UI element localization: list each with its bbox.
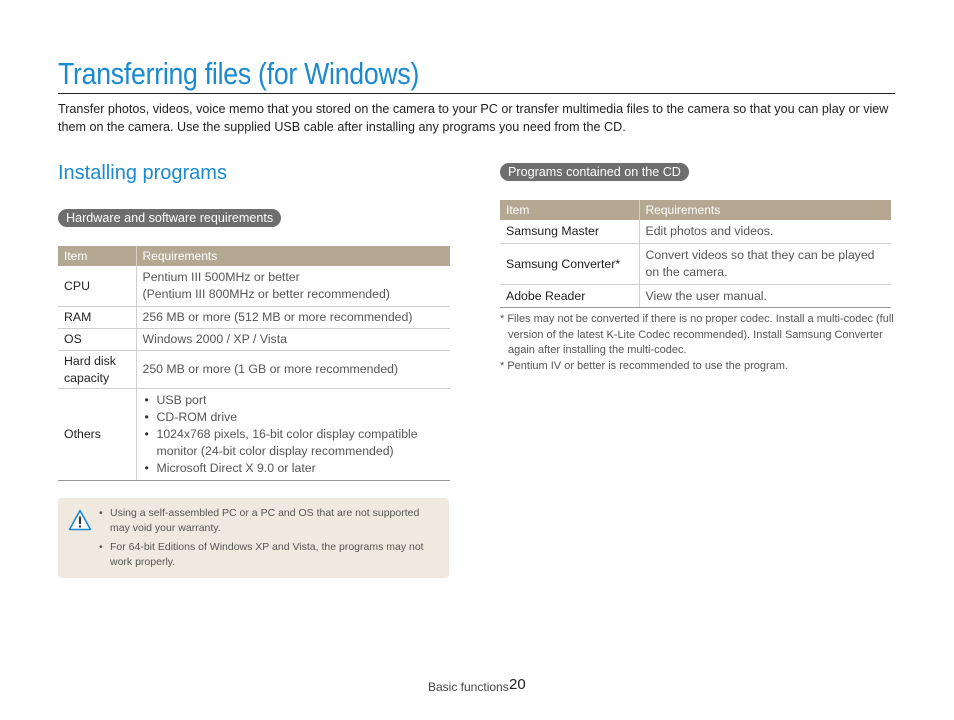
cell-requirements: Windows 2000 / XP / Vista <box>136 329 450 351</box>
table-header-row <box>500 200 891 220</box>
footnote: * Pentium IV or better is recommended to use the program. <box>500 359 788 372</box>
cell-item: RAM <box>58 307 136 329</box>
footnote: * Files may not be converted if there is no proper codec. Install a multi-codec (full version of the latest K-Lite Codec recommended). Install Samsung Converter again after installing the multi-codec. <box>500 313 894 356</box>
cell-item: Adobe Reader <box>500 285 639 308</box>
intro-paragraph: Transfer photos, videos, voice memo that you stored on the camera to your PC or transfer multimedia files to the camera so that you can play or view them on the camera. Use the supplied USB cable after installing any programs you need from the CD. <box>58 102 889 134</box>
warning-callout <box>58 498 449 578</box>
column-header-requirements: Requirements <box>639 200 891 220</box>
page-title: Transferring files (for Windows) <box>58 56 420 91</box>
table-row <box>58 389 450 481</box>
table-row <box>58 329 450 351</box>
cell-item: Others <box>58 389 136 481</box>
cd-programs-label: Programs contained on the CD <box>500 163 689 181</box>
column-header-requirements: Requirements <box>136 246 450 266</box>
cell-item <box>58 351 136 389</box>
section-heading: Installing programs <box>58 162 227 184</box>
item-line: Hard disk <box>64 353 116 368</box>
list-item: • Using a self-assembled PC or a PC and OS that are not supported may void your warranty. <box>98 506 438 536</box>
item-line: capacity <box>64 370 110 385</box>
cell-requirements: Edit photos and videos. <box>639 220 891 244</box>
table-row <box>500 244 891 285</box>
table-row <box>500 220 891 244</box>
table-row <box>58 307 450 329</box>
warning-triangle-icon <box>68 509 92 531</box>
table-row <box>58 266 450 307</box>
cd-footnotes <box>500 312 898 374</box>
hardware-requirements-table <box>58 246 450 481</box>
list-item: • Microsoft Direct X 9.0 or later <box>143 460 445 477</box>
cell-item: OS <box>58 329 136 351</box>
title-divider <box>58 93 895 94</box>
requirements-bullet-list <box>143 392 445 477</box>
cell-item: Samsung Master <box>500 220 639 244</box>
footer-section-label: Basic functions <box>428 680 509 694</box>
warning-list <box>98 506 438 574</box>
table-row <box>58 351 450 389</box>
cd-programs-table <box>500 200 891 308</box>
cell-requirements: 256 MB or more (512 MB or more recommended) <box>136 307 450 329</box>
list-item: • USB port <box>143 392 445 409</box>
cell-requirements: 250 MB or more (1 GB or more recommended) <box>136 351 450 389</box>
page-number: 20 <box>509 676 526 693</box>
list-item: • 1024x768 pixels, 16-bit color display compatible monitor (24-bit color display recommended) <box>143 426 445 460</box>
cell-requirements: Convert videos so that they can be played on the camera. <box>639 244 891 285</box>
cell-requirements <box>136 266 450 307</box>
list-item: • CD-ROM drive <box>143 409 445 426</box>
column-header-item: Item <box>58 246 136 266</box>
requirement-line: (Pentium III 800MHz or better recommended) <box>142 287 390 301</box>
cell-requirements: View the user manual. <box>639 285 891 308</box>
table-header-row <box>58 246 450 266</box>
cell-item: Samsung Converter* <box>500 244 639 285</box>
cell-item: CPU <box>58 266 136 307</box>
hardware-requirements-label: Hardware and software requirements <box>58 209 281 227</box>
cell-requirements <box>136 389 450 481</box>
requirement-line: Pentium III 500MHz or better <box>142 270 300 284</box>
list-item: • For 64-bit Editions of Windows XP and Vista, the programs may not work properly. <box>98 540 438 570</box>
column-header-item: Item <box>500 200 639 220</box>
table-row <box>500 285 891 308</box>
